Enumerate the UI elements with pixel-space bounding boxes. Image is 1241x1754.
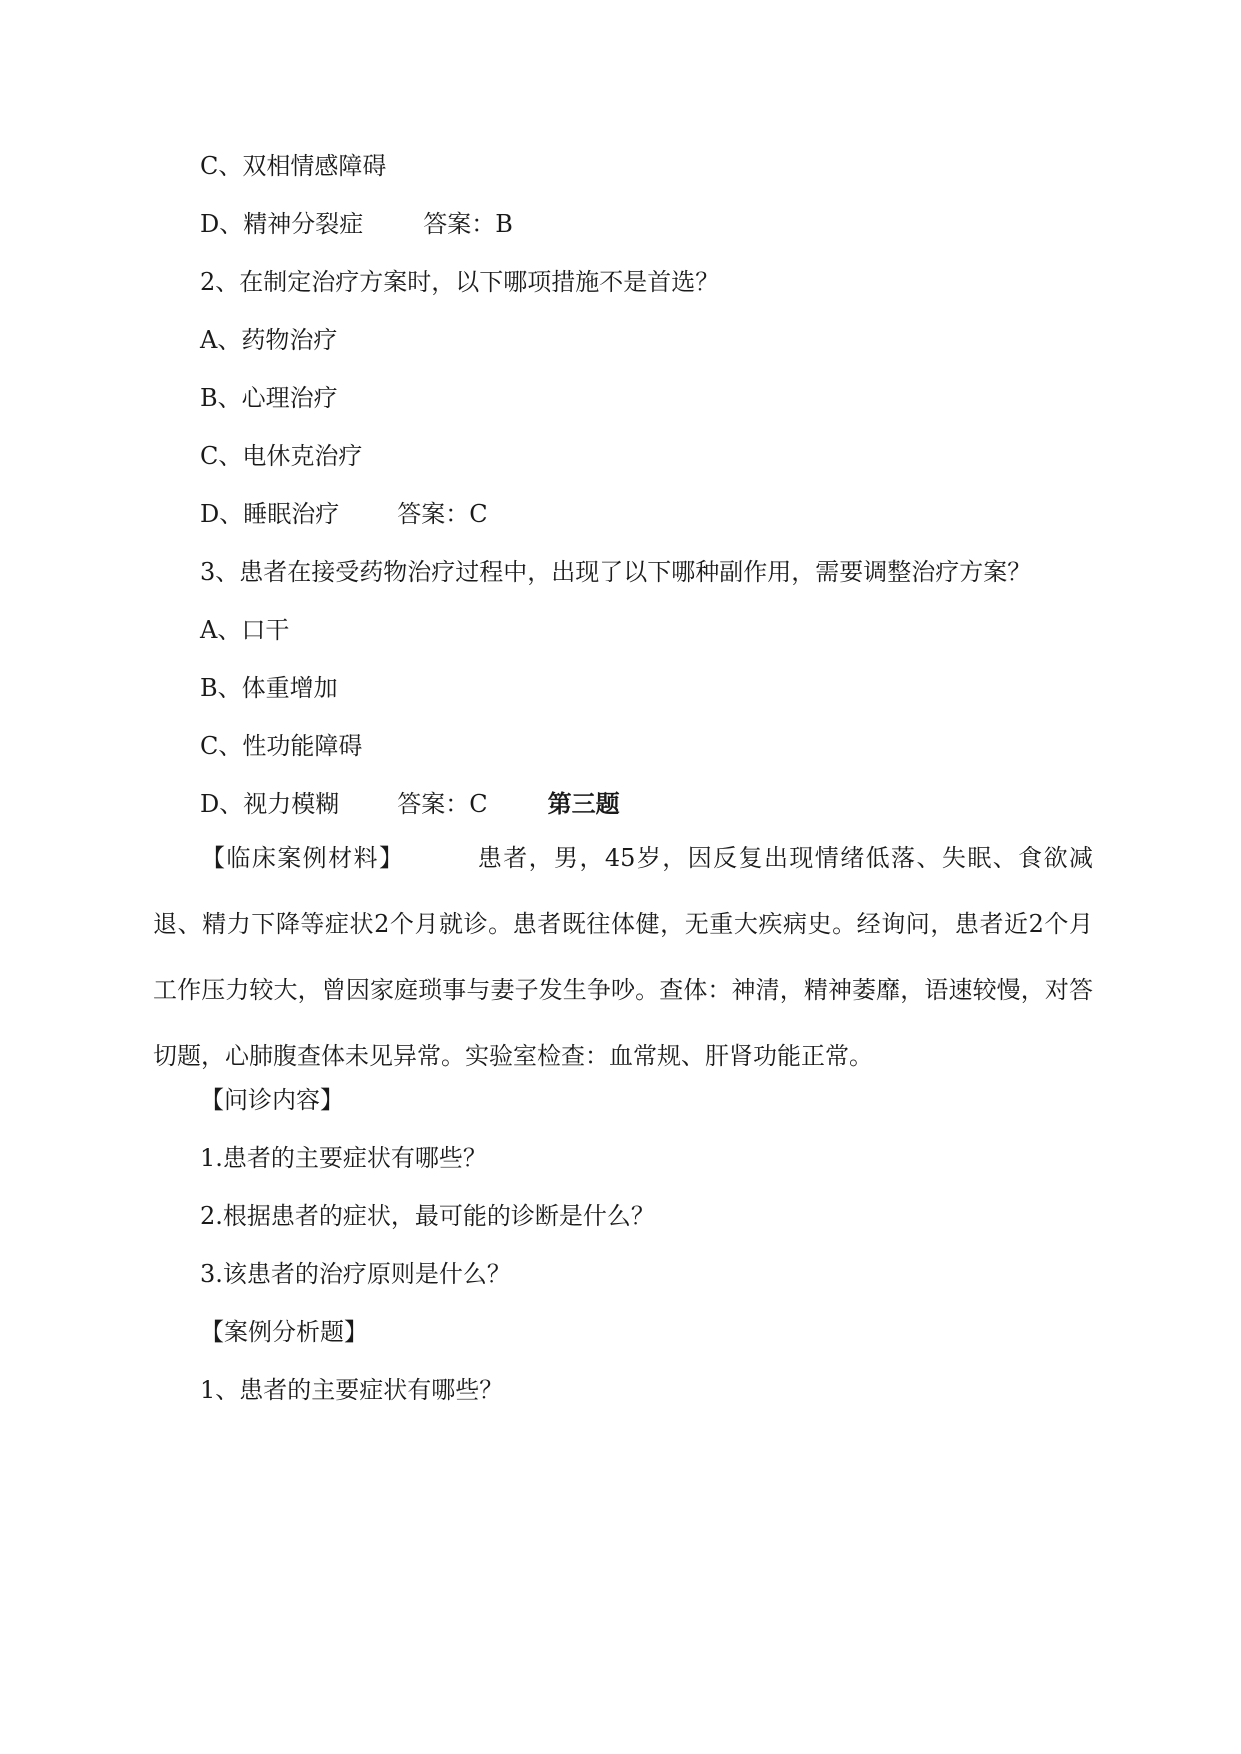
inquiry-label: 【问诊内容】 [200,1086,344,1114]
case-material-label: 【临床案例材料】 [201,844,405,872]
q3-option-b: B、体重增加 [200,674,338,702]
q2-option-a: A、药物治疗 [200,326,338,354]
q1-answer: 答案：B [423,210,513,238]
case-material-text: 患者，男，45岁，因反复出现情绪低落、失眠、食欲减退、精力下降等症状2个月就诊。患者既往体健，无重大疾病史。经询问，患者近2个月工作压力较大，曾因家庭琐事与妻子发生争吵。查体：神清，精神萎靡，语速较慢，对答切题，心肺腹查体未见异常。实验室检查：血常规、肝肾功能正常。 [153,844,1094,1070]
q3-option-d-row [200,787,620,821]
q2-option-b: B、心理治疗 [200,384,338,412]
inquiry-item-2: 2.根据患者的症状，最可能的诊断是什么？ [200,1202,655,1230]
q2-option-d-row [200,497,488,531]
case-material-paragraph [153,825,1093,1089]
inquiry-item-3: 3.该患者的治疗原则是什么？ [200,1260,511,1288]
q2-answer: 答案：C [397,500,488,528]
analysis-item-1: 1、患者的主要症状有哪些？ [200,1376,504,1404]
section-heading: 第三题 [547,790,620,818]
q3-stem: 3、患者在接受药物治疗过程中，出现了以下哪种副作用，需要调整治疗方案？ [200,558,1032,586]
q2-stem: 2、在制定治疗方案时，以下哪项措施不是首选？ [200,268,720,296]
q3-answer: 答案：C [397,790,488,818]
q1-option-d: D、精神分裂症 [200,210,364,238]
q2-option-d: D、睡眠治疗 [200,500,340,528]
q1-option-d-row [200,207,513,241]
q3-option-d: D、视力模糊 [200,790,340,818]
q1-option-c: C、双相情感障碍 [200,152,387,180]
q3-option-a: A、口干 [200,616,290,644]
analysis-label: 【案例分析题】 [200,1318,368,1346]
inquiry-item-1: 1.患者的主要症状有哪些？ [200,1144,487,1172]
q2-option-c: C、电休克治疗 [200,442,363,470]
q3-option-c: C、性功能障碍 [200,732,363,760]
